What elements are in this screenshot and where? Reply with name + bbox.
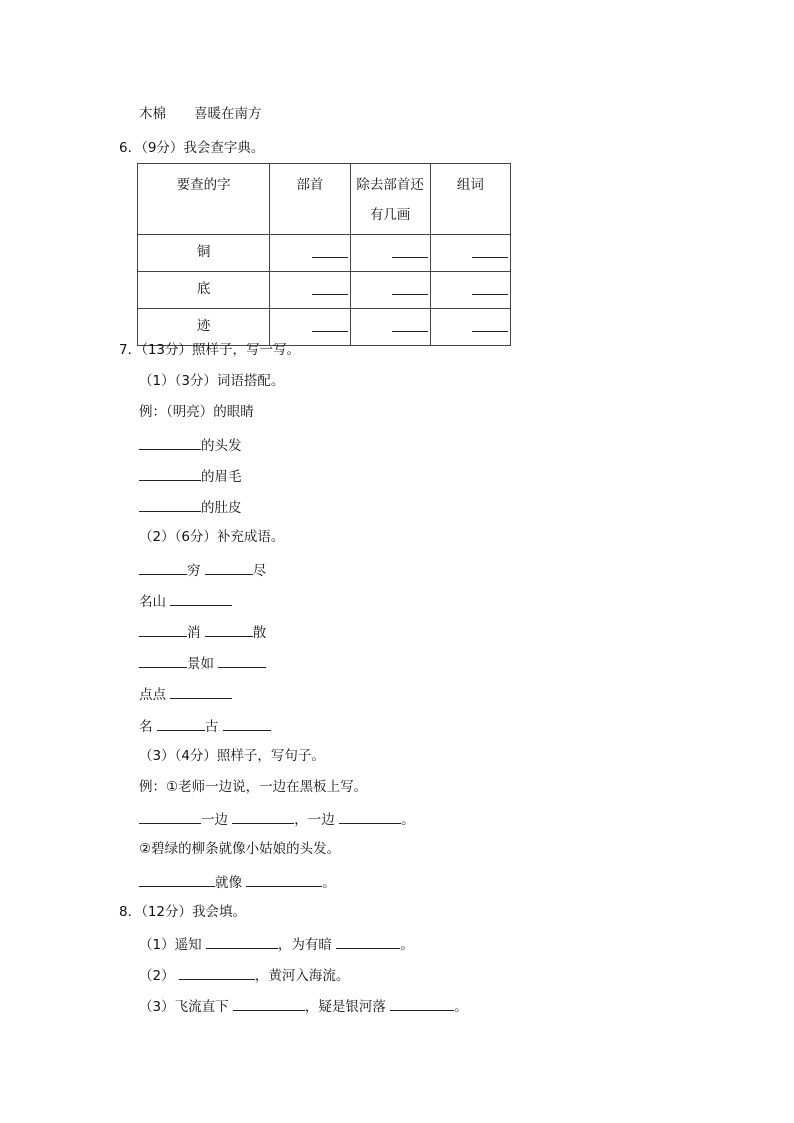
- idiom-char: 尽: [252, 563, 267, 579]
- poem-text: （1）遥知: [139, 937, 202, 953]
- answer-blank[interactable]: [218, 653, 266, 668]
- idiom-char: 古: [204, 719, 219, 735]
- word-answer[interactable]: [430, 272, 510, 309]
- radical-answer[interactable]: [270, 309, 350, 346]
- answer-blank[interactable]: [206, 934, 278, 949]
- q7-part1-item: [139, 497, 242, 517]
- strokes-answer[interactable]: [350, 309, 430, 346]
- answer-blank[interactable]: [179, 965, 255, 980]
- sentence-line: [139, 872, 336, 892]
- poem-text: ，黄河入海流。: [254, 968, 350, 984]
- poem-end: 。: [400, 937, 414, 953]
- item-text: 的头发: [201, 438, 242, 454]
- header-strokes: [350, 164, 430, 235]
- question-8-title: 8．（12分）我会填。: [119, 904, 247, 920]
- poem-text: ，疑是银河落: [304, 999, 386, 1015]
- answer-blank[interactable]: [139, 872, 215, 887]
- header-strokes-line2: 有几画: [369, 207, 411, 223]
- answer-blank[interactable]: [390, 996, 454, 1011]
- q7-part2-title: （2）（6分）补充成语。: [139, 529, 285, 545]
- answer-blank[interactable]: [139, 435, 201, 450]
- idiom-char: 散: [252, 625, 267, 641]
- sentence-end: 。: [322, 875, 336, 891]
- answer-blank[interactable]: [339, 809, 401, 824]
- answer-blank[interactable]: [170, 684, 232, 699]
- table-row: [138, 235, 511, 272]
- idiom-char: 名: [139, 719, 153, 735]
- strokes-answer[interactable]: [350, 272, 430, 309]
- answer-blank[interactable]: [246, 872, 322, 887]
- poem-text: ，为有暗: [277, 937, 332, 953]
- idiom-chars: 点点: [139, 687, 166, 703]
- sentence-line: [139, 809, 415, 829]
- char-cell: 铜: [138, 235, 270, 272]
- table-row: [138, 309, 511, 346]
- q7-part1-example: 例：（明亮）的眼睛: [139, 404, 254, 420]
- answer-blank[interactable]: [139, 560, 187, 575]
- idiom-line: [139, 591, 232, 611]
- header-char: 要查的字: [138, 164, 270, 235]
- table-header-row: [138, 164, 511, 235]
- q7-part3-example2: ②碧绿的柳条就像小姑娘的头发。: [139, 841, 341, 857]
- idiom-line: [139, 716, 271, 736]
- word-mumian: 木棉: [139, 106, 166, 122]
- idiom-char: 消: [187, 625, 201, 641]
- answer-blank[interactable]: [139, 497, 201, 512]
- idiom-chars: 景如: [187, 656, 214, 672]
- answer-blank[interactable]: [170, 591, 232, 606]
- answer-blank[interactable]: [223, 716, 271, 731]
- word-answer[interactable]: [430, 235, 510, 272]
- answer-blank[interactable]: [205, 560, 253, 575]
- table-row: [138, 272, 511, 309]
- word-answer[interactable]: [430, 309, 510, 346]
- sentence-text: 一边: [201, 812, 228, 828]
- radical-answer[interactable]: [270, 272, 350, 309]
- q7-part1-item: [139, 435, 242, 455]
- poem-line: [139, 934, 414, 954]
- sentence-text: ，一边: [294, 812, 335, 828]
- char-cell: 迹: [138, 309, 270, 346]
- q7-part1-title: （1）（3分）词语搭配。: [139, 373, 285, 389]
- poem-text: （3）飞流直下: [139, 999, 229, 1015]
- question-7-title: 7．（13分）照样子，写一写。: [119, 342, 301, 358]
- q7-part1-item: [139, 466, 242, 486]
- idiom-char: 穷: [187, 563, 201, 579]
- dictionary-table: [137, 163, 511, 346]
- sentence-end: 。: [401, 812, 415, 828]
- header-radical: 部首: [270, 164, 350, 235]
- q7-part3-example1: 例：①老师一边说，一边在黑板上写。: [139, 779, 368, 795]
- answer-blank[interactable]: [139, 653, 187, 668]
- answer-blank[interactable]: [233, 996, 305, 1011]
- idiom-line: [139, 560, 266, 580]
- poem-line: [139, 965, 349, 985]
- answer-blank[interactable]: [205, 622, 253, 637]
- answer-blank[interactable]: [139, 622, 187, 637]
- top-word-pair: [139, 105, 262, 123]
- header-strokes-line1: 除去部首还: [356, 177, 424, 193]
- answer-blank[interactable]: [139, 809, 201, 824]
- radical-answer[interactable]: [270, 235, 350, 272]
- item-text: 的肚皮: [201, 500, 242, 516]
- poem-end: 。: [454, 999, 468, 1015]
- answer-blank[interactable]: [232, 809, 294, 824]
- char-cell: 底: [138, 272, 270, 309]
- poem-text: （2）: [139, 968, 175, 984]
- poem-line: [139, 996, 468, 1016]
- idiom-chars: 名山: [139, 594, 166, 610]
- sentence-text: 就像: [215, 875, 242, 891]
- idiom-line: [139, 653, 266, 673]
- header-word: 组词: [430, 164, 510, 235]
- answer-blank[interactable]: [139, 466, 201, 481]
- question-6-title: 6．（9分）我会查字典。: [119, 140, 265, 156]
- answer-blank[interactable]: [336, 934, 400, 949]
- item-text: 的眉毛: [201, 469, 242, 485]
- idiom-line: [139, 622, 266, 642]
- idiom-line: [139, 684, 232, 704]
- word-xinuan: 喜暖在南方: [194, 106, 262, 122]
- answer-blank[interactable]: [157, 716, 205, 731]
- strokes-answer[interactable]: [350, 235, 430, 272]
- q7-part3-title: （3）（4分）照样子，写句子。: [139, 748, 325, 764]
